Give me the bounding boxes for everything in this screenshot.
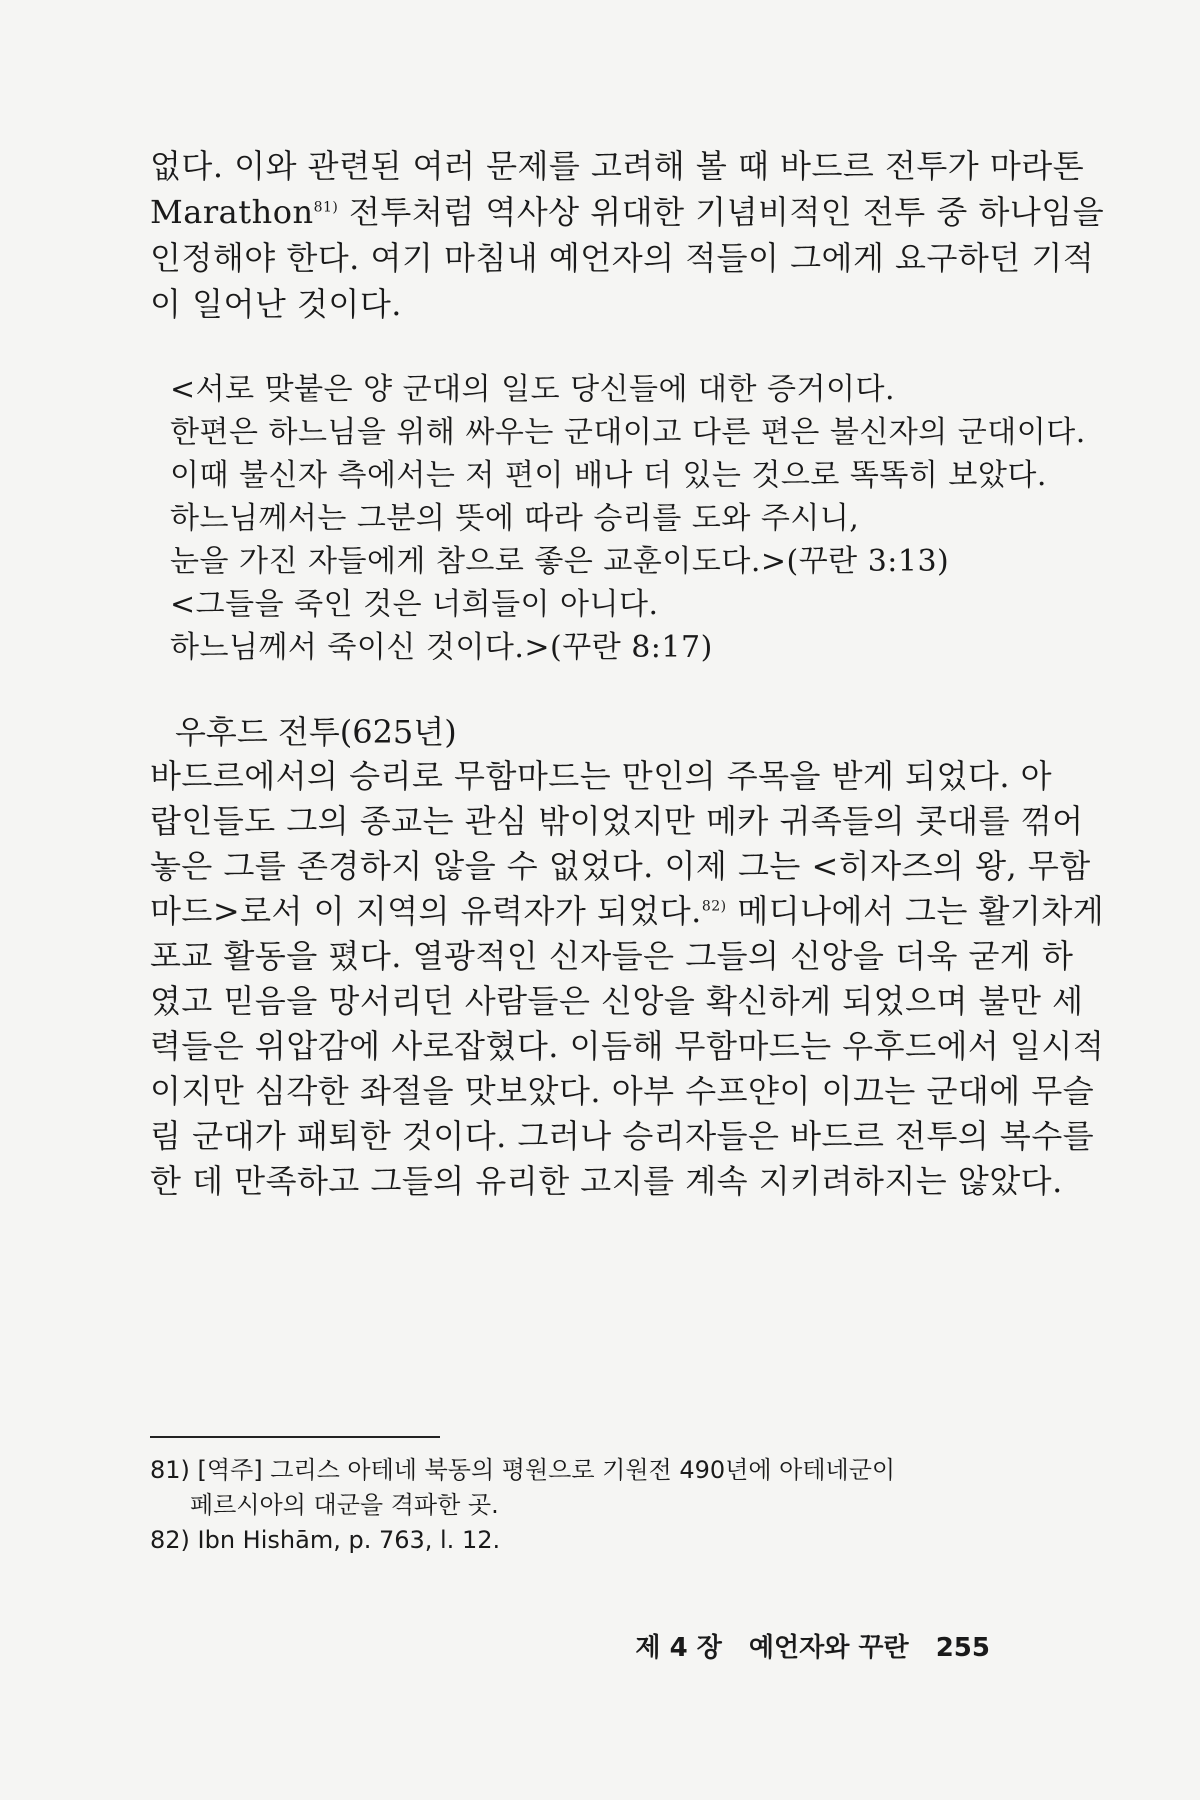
- body-line-8: 이지만 심각한 좌절을 맛보았다. 아부 수프얀이 이끄는 군대에 무슬: [150, 1072, 1095, 1110]
- footnote-82: 82) Ibn Hishām, p. 763, l. 12.: [150, 1526, 501, 1554]
- footer-title: 예언자와 꾸란: [748, 1633, 909, 1663]
- body-line-7: 력들은 위압감에 사로잡혔다. 이듬해 무함마드는 우후드에서 일시적: [150, 1027, 1105, 1065]
- body-line-10: 한 데 만족하고 그들의 유리한 고지를 계속 지키려하지는 않았다.: [150, 1162, 1063, 1200]
- footnote-divider: [150, 1436, 440, 1438]
- intro-line-3: 인정해야 한다. 여기 마침내 예언자의 적들이 그에게 요구하던 기적: [150, 239, 1095, 277]
- quote-line-1: <서로 맞붙은 양 군대의 일도 당신들에 대한 증거이다.: [170, 372, 896, 407]
- body-line-4-prefix: 마드>로서 이 지역의 유력자가 되었다.: [150, 892, 702, 930]
- page-number: 255: [935, 1633, 990, 1663]
- intro-line-4: 이 일어난 것이다.: [150, 285, 402, 323]
- footnote-ref-82: 82): [701, 898, 727, 915]
- quote-line-2: 한편은 하느님을 위해 싸우는 군대이고 다른 편은 불신자의 군대이다.: [170, 415, 1086, 450]
- footnote-81-line-1: 81) [역주] 그리스 아테네 북동의 평원으로 기원전 490년에 아테네군이: [150, 1456, 896, 1484]
- body-line-3: 놓은 그를 존경하지 않을 수 없었다. 이제 그는 <히자즈의 왕, 무함: [150, 847, 1091, 885]
- footer-chapter: 제 4 장: [635, 1633, 722, 1663]
- quote-line-7: 하느님께서 죽이신 것이다.>(꾸란 8:17): [170, 630, 713, 665]
- section-title: 우후드 전투(625년): [175, 713, 457, 751]
- intro-line-2: [150, 192, 1105, 232]
- intro-line-2-prefix: Marathon: [150, 193, 314, 231]
- body-line-6: 였고 믿음을 망서리던 사람들은 신앙을 확신하게 되었으며 불만 세: [150, 982, 1084, 1020]
- quote-line-6: <그들을 죽인 것은 너희들이 아니다.: [170, 587, 659, 622]
- body-line-4: [150, 891, 1105, 931]
- intro-line-1: 없다. 이와 관련된 여러 문제를 고려해 볼 때 바드르 전투가 마라톤: [150, 147, 1085, 185]
- body-line-1: 바드르에서의 승리로 무함마드는 만인의 주목을 받게 되었다. 아: [150, 757, 1053, 795]
- footnote-ref-81: 81): [313, 199, 339, 216]
- footnote-81-line-2: 페르시아의 대군을 격파한 곳.: [190, 1491, 499, 1519]
- quote-line-5: 눈을 가진 자들에게 참으로 좋은 교훈이도다.>(꾸란 3:13): [170, 544, 950, 579]
- page-footer: [617, 1627, 990, 1664]
- quote-line-3: 이때 불신자 측에서는 저 편이 배나 더 있는 것으로 똑똑히 보았다.: [170, 458, 1047, 493]
- body-line-5: 포교 활동을 폈다. 열광적인 신자들은 그들의 신앙을 더욱 굳게 하: [150, 937, 1074, 975]
- body-line-4-suffix: 메디나에서 그는 활기차게: [726, 892, 1105, 930]
- intro-line-2-suffix: 전투처럼 역사상 위대한 기념비적인 전투 중 하나임을: [338, 193, 1105, 231]
- body-line-2: 랍인들도 그의 종교는 관심 밖이었지만 메카 귀족들의 콧대를 꺾어: [150, 802, 1084, 840]
- body-line-9: 림 군대가 패퇴한 것이다. 그러나 승리자들은 바드르 전투의 복수를: [150, 1117, 1095, 1155]
- quote-line-4: 하느님께서는 그분의 뜻에 따라 승리를 도와 주시니,: [170, 501, 860, 536]
